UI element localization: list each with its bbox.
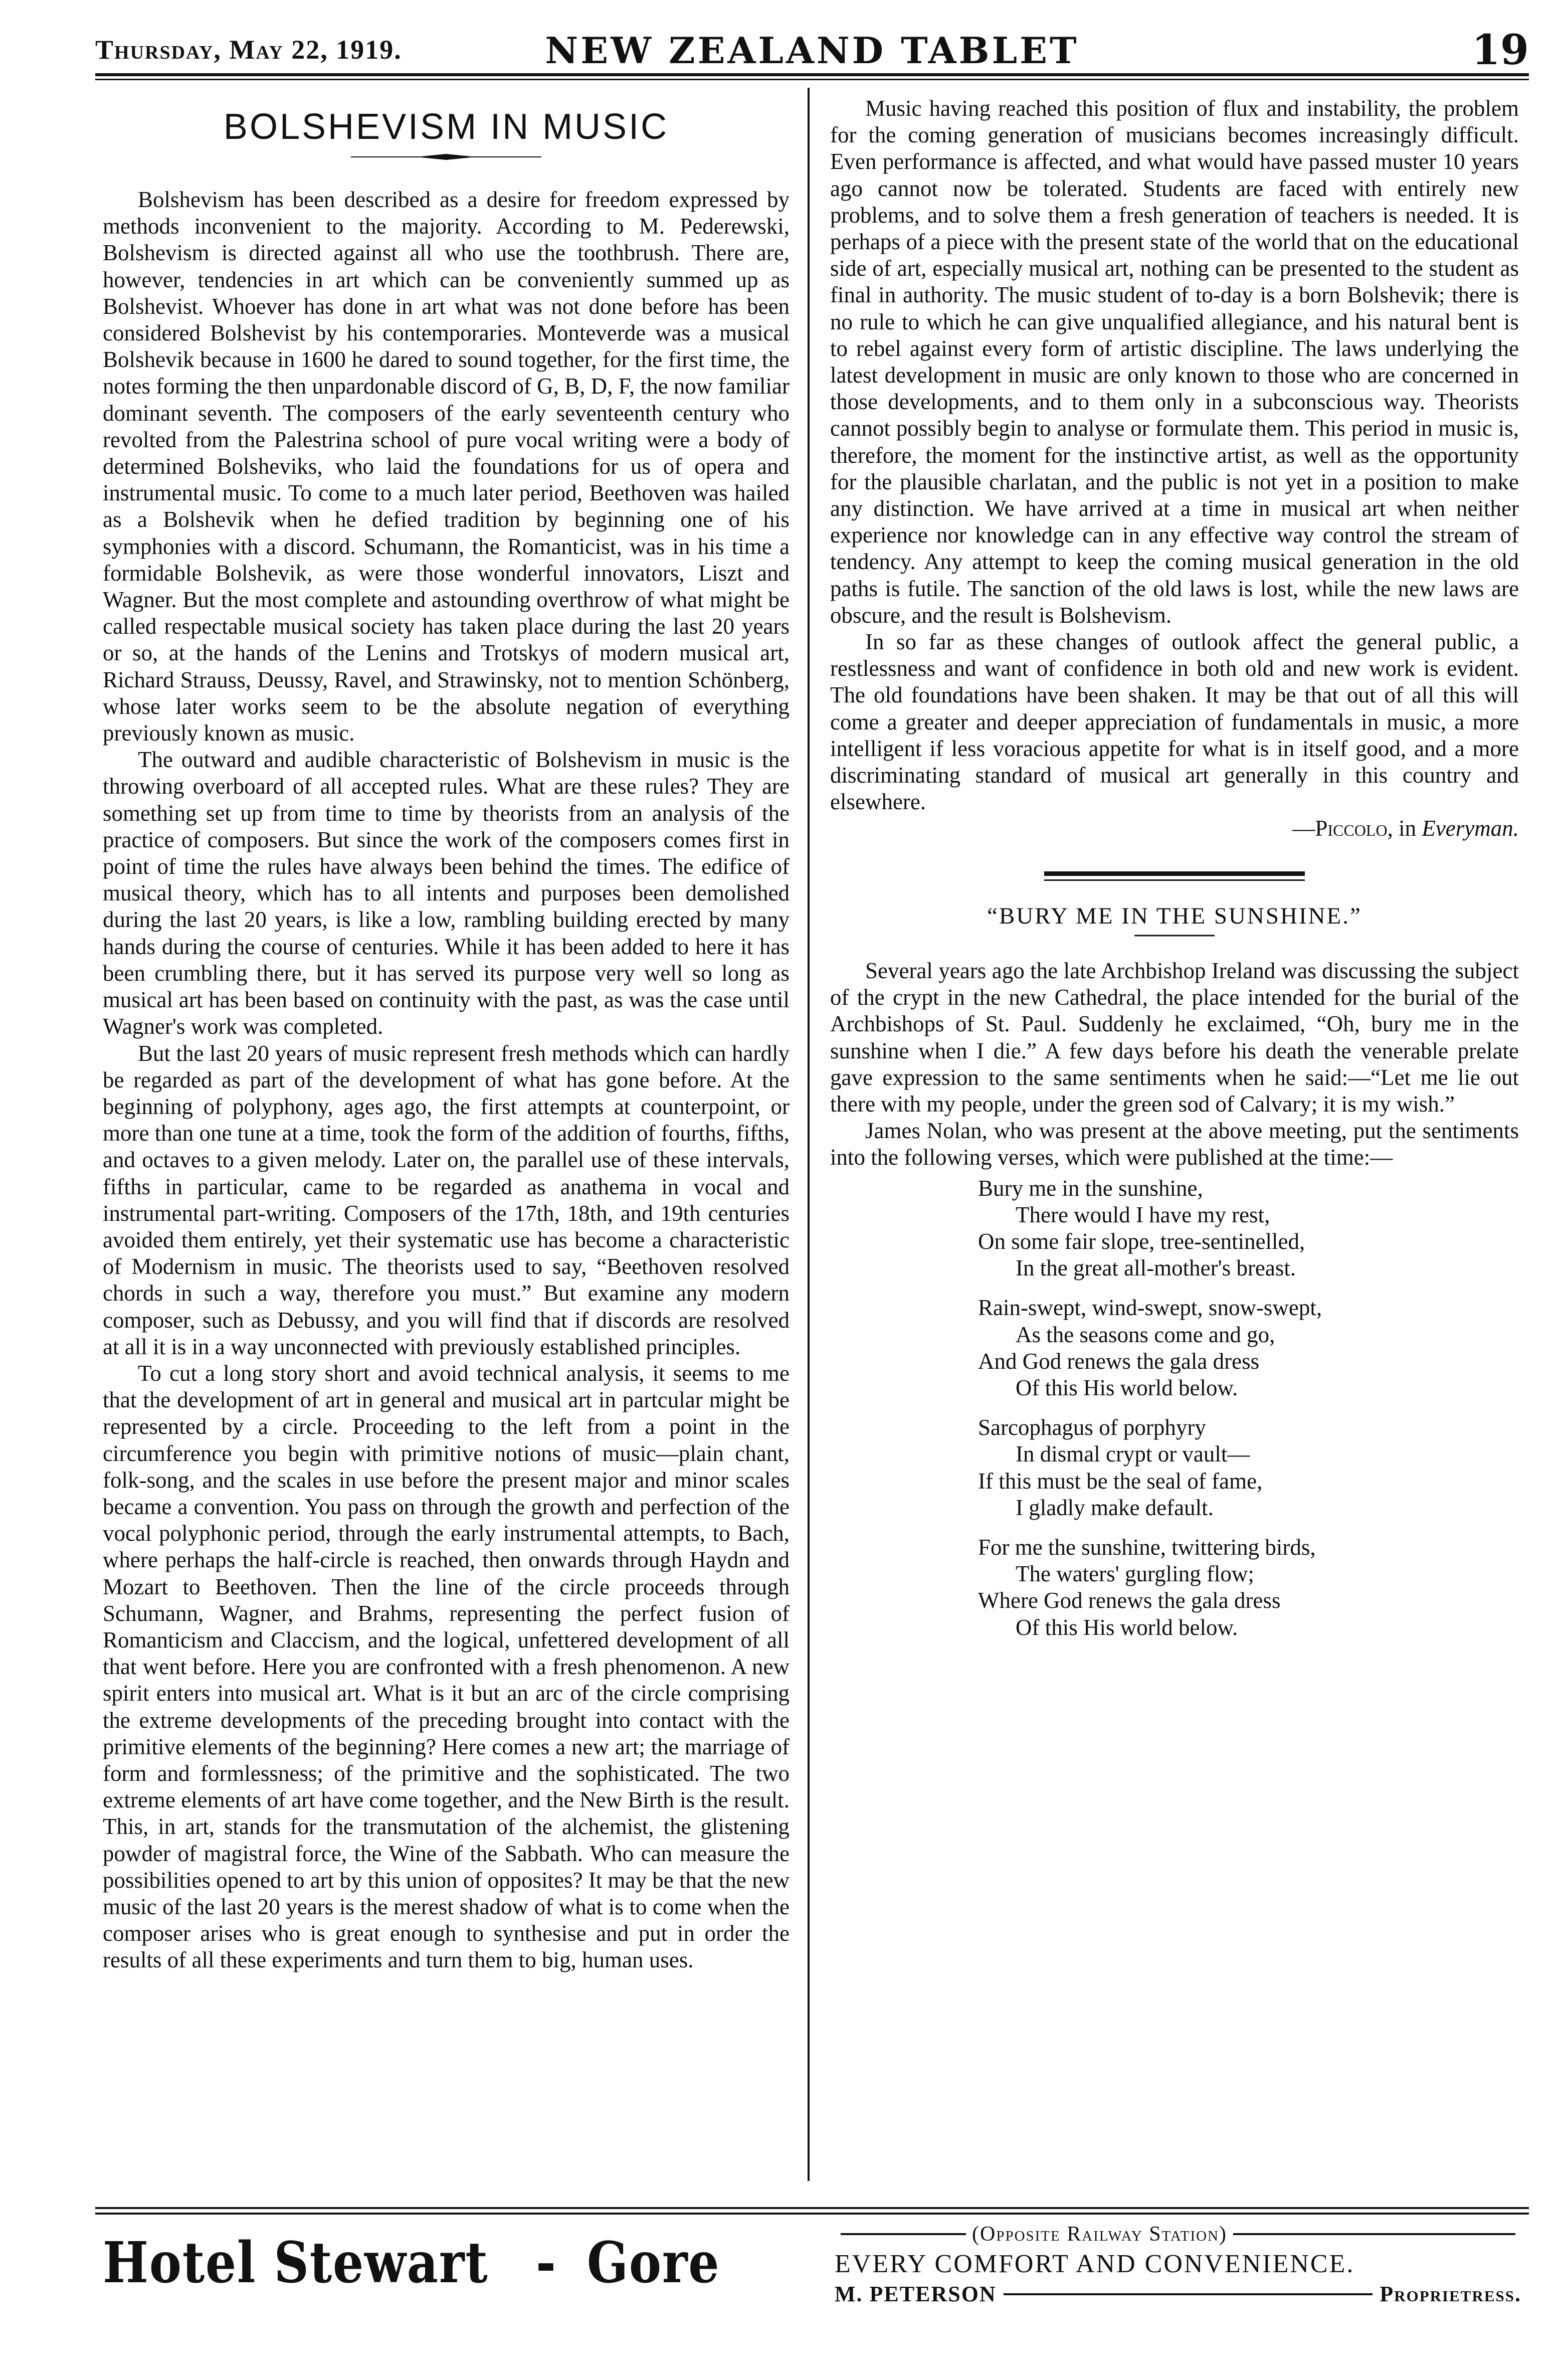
- separator-bar: [1044, 871, 1305, 876]
- right-column: [830, 95, 1519, 2199]
- title-ornament-icon: [351, 153, 541, 160]
- issue-date: Thursday, May 22, 1919.: [95, 35, 402, 65]
- signature-connector: , in: [1387, 816, 1422, 841]
- poem-line: For me the sunshine, twittering birds,: [978, 1534, 1316, 1560]
- hotel-advertisement: [103, 2230, 805, 2310]
- location-dash: [841, 2233, 966, 2235]
- masthead-rule: [95, 73, 1529, 80]
- poem-line: I gladly make default.: [1016, 1495, 1214, 1520]
- masthead: [95, 20, 1529, 80]
- location-line: [835, 2222, 1521, 2246]
- signature-publication: Everyman.: [1422, 816, 1519, 841]
- poem-line: The waters' gurgling flow;: [1016, 1561, 1254, 1587]
- poem-line: And God renews the gala dress: [978, 1348, 1260, 1374]
- poem-stanza: [830, 1295, 1519, 1401]
- proprietor-role: Proprietress.: [1380, 2282, 1521, 2306]
- article-paragraph: Music having reached this position of flux and instability, the problem for the coming generation of musicians becomes increasingly difficult. Even performance is affected, and what would have passed muster 10 years ago cannot now be tolerated. Students are faced with entirely new problems, and to solve them a fresh generation of teachers is needed. It is perhaps of a piece with the present state of the world that on the educational side of art, especially musical art, nothing can be presented to the student as final in authority. The music student of to-day is a born Bolshevik; there is no rule to which he can give unqualified allegiance, and his natural bent is to rebel against every form of artistic discipline. The laws underlying the latest development in music are only known to those who are concerned in those developments, and to them only in a subconscious way. Theorists cannot possibly begin to analyse or formulate them. This period in music is, therefore, the moment for the instinctive artist, as well as the opportunity for the plausible charlatan, and the public is not yet in a position to make any distinction. We have arrived at a time in musical art when neither experience nor knowledge can in any effective way control the stream of tendency. Any attempt to keep the coming musical generation in the old paths is futile. The sanction of the old laws is lost, while the new laws are obscure, and the result is Bolshevism.: [830, 96, 1519, 628]
- proprietor-line: [835, 2281, 1521, 2307]
- poem-article-title: “BURY ME IN THE SUNSHINE.”: [987, 902, 1362, 929]
- location-note: (Opposite Railway Station): [972, 2223, 1228, 2246]
- poem-line: If this must be the seal of fame,: [978, 1468, 1263, 1494]
- article-signature: [830, 815, 1519, 842]
- article-separator: [1044, 871, 1305, 881]
- proprietor-name: M. PETERSON: [835, 2282, 997, 2306]
- advertisement-rule: [95, 2207, 1529, 2215]
- poem-line: There would I have my rest,: [1016, 1202, 1270, 1227]
- poem-line: Bury me in the sunshine,: [978, 1175, 1203, 1201]
- poem-line: On some fair slope, tree-sentinelled,: [978, 1228, 1305, 1254]
- hotel-advertisement-details: [835, 2222, 1521, 2347]
- signature-dash: —: [1292, 816, 1315, 841]
- article-paragraph: To cut a long story short and avoid technical analysis, it seems to me that the development of art in general and musical art in partcular might be represented by a circle. Proceeding to the left from a point in the circumference you begin with primitive notions of music—plain chant, folk-song, and the scales in use before the present major and minor scales became a convention. You pass on through the growth and perfection of the vocal polyphonic period, through the early instrumental attempts, to Bach, where perhaps the half-circle is reached, then onwards through Haydn and Mozart to Beethoven. Then the line of the circle proceeds through Schumann, Wagner, and Brahms, representing the perfect fusion of Romanticism and Claccism, and the logical, unfettered development of all that went before. Here you are confronted with a fresh phenomenon. A new spirit enters into musical art. What is it but an arc of the circle comprising the extreme developments of the preceding brought into contact with the primitive elements of the beginning? Here comes a new art; the marriage of form and formlessness; of the primitive and the sophisticated. The two extreme elements of art have come together, and the New Birth is the result. This, in art, stands for the transmutation of the alchemist, the glistening powder of magistral force, the Wine of the Sabbath. Who can measure the possibilities opened to art by this union of opposites? It may be that the new music of the last 20 years is the merest shadow of what is to come when the composer arises who is great enough to synthesise and put in order the results of all these experiments and turn them to big, human uses.: [103, 1360, 790, 1973]
- poem-stanza: [830, 1534, 1519, 1641]
- paper-title: NEW ZEALAND TABLET: [545, 29, 1079, 72]
- poem-line: In dismal crypt or vault—: [1016, 1441, 1250, 1467]
- article-title: BOLSHEVISM IN MUSIC: [223, 107, 669, 147]
- poem-line: Where God renews the gala dress: [978, 1588, 1281, 1613]
- tagline: EVERY COMFORT AND CONVENIENCE.: [835, 2250, 1355, 2278]
- article-paragraph: Several years ago the late Archbishop Ireland was discussing the subject of the crypt in the new Cathedral, the place intended for the burial of the Archbishops of St. Paul. Suddenly he exclaimed, “Oh, bury me in the sunshine when I die.” A few days before his death the venerable prelate gave expression to the same sentiments when he said:—“Let me lie out there with my people, under the green sod of Calvary; it is my wish.”: [830, 958, 1519, 1117]
- poem-line: In the great all-mother's breast.: [1016, 1255, 1296, 1281]
- title-underline-icon: [1134, 934, 1215, 938]
- separator-thin: [1044, 879, 1305, 881]
- hotel-name: Hotel Stewart: [103, 2230, 489, 2296]
- hotel-name-line: [103, 2230, 720, 2296]
- column-divider: [808, 88, 810, 2181]
- hotel-separator: -: [536, 2230, 557, 2296]
- article-paragraph: James Nolan, who was present at the above meeting, put the sentiments into the following verses, which were published at the time:—: [830, 1118, 1519, 1170]
- poem-stanza: [830, 1414, 1519, 1521]
- signature-author: Piccolo: [1315, 816, 1388, 841]
- article-paragraph: The outward and audible characteristic of Bolshevism in music is the throwing overboard of all accepted rules. What are these rules? They are something set up from time to time by theorists from an analysis of the practice of composers. But since the work of the composers comes first in point of time the rules have always been behind the times. The edifice of musical theory, which has to all intents and purposes been demolished during the last 20 years, is like a low, rambling building erected by many hands during the course of centuries. While it has been added to here it has been crumbling there, but it has served its purpose very well so long as musical art has been based on continuity with the past, as was the case until Wagner's work was completed.: [103, 747, 790, 1039]
- poem-line: Of this His world below.: [1016, 1375, 1238, 1400]
- article-paragraph: But the last 20 years of music represent fresh methods which can hardly be regarded as part of the development of what has gone before. At the beginning of polyphony, ages ago, the first attempts at counterpoint, or more than one tune at a time, took the form of the addition of fourths, fifths, and octaves to a given melody. Later on, the parallel use of these intervals, fifths in particular, came to be regarded as anathema in vocal and instrumental part-writing. Composers of the 17th, 18th, and 19th centuries avoided them entirely, yet their systematic use has become a characteristic of Modernism in music. The theorists used to say, “Beethoven resolved chords in such a way, therefore you must.” But examine any modern composer, such as Debussy, and you will find that if discords are resolved at all it is in a way unconnected with previously established principles.: [103, 1040, 790, 1359]
- poem-line: Of this His world below.: [1016, 1614, 1238, 1640]
- article-paragraph: Bolshevism has been described as a desire for freedom expressed by methods inconvenient to the majority. According to M. Pederewski, Bolshevism is directed against all who use the toothbrush. There are, however, tendencies in art which can be conveniently summed up as Bolshevist. Whoever has done in art what was not done before has been considered Bolshevist by his contemporaries. Monteverde was a musical Bolshevik because in 1600 he dared to sound together, for the first time, the notes forming the then unpardonable discord of G, B, D, F, the now familiar dominant seventh. The composers of the early seventeenth century who revolted from the Palestrina school of pure vocal writing were a body of determined Bolsheviks, who laid the foundations for us of opera and instrumental music. To come to a much later period, Beethoven was hailed as a Bolshevik when he defied tradition by beginning one of his symphonies with a discord. Schumann, the Romanticist, was in his time a formidable Bolshevik, as were those wonderful innovators, Liszt and Wagner. But the most complete and astounding overthrow of what might be called respectable musical society has taken place during the last 20 years or so, at the hands of the Lenins and Trotskys of modern musical art, Richard Strauss, Deussy, Ravel, and Strawinsky, not to mention Schönberg, whose later works seem to be the absolute negation of everything previously known as music.: [103, 187, 790, 746]
- poem-line: As the seasons come and go,: [1016, 1322, 1275, 1347]
- poem-line: Rain-swept, wind-swept, snow-swept,: [978, 1295, 1322, 1321]
- location-dash: [1233, 2233, 1515, 2235]
- left-column: [103, 95, 790, 2199]
- article-paragraph: In so far as these changes of outlook affect the general public, a restlessness and want of confidence in both old and new work is evident. The old foundations have been shaken. It may be that out of all this will come a greater and deeper appreciation of fundamentals in music, a more intelligent if less voracious appetite for what is in itself good, and a more discriminating standard of musical art generally in this country and elsewhere.: [830, 629, 1519, 815]
- proprietor-dash: [1004, 2293, 1373, 2295]
- poem-stanza: [830, 1175, 1519, 1282]
- hotel-town: Gore: [586, 2230, 720, 2296]
- page-number: 19: [1471, 26, 1529, 74]
- poem-line: Sarcophagus of porphyry: [978, 1415, 1206, 1440]
